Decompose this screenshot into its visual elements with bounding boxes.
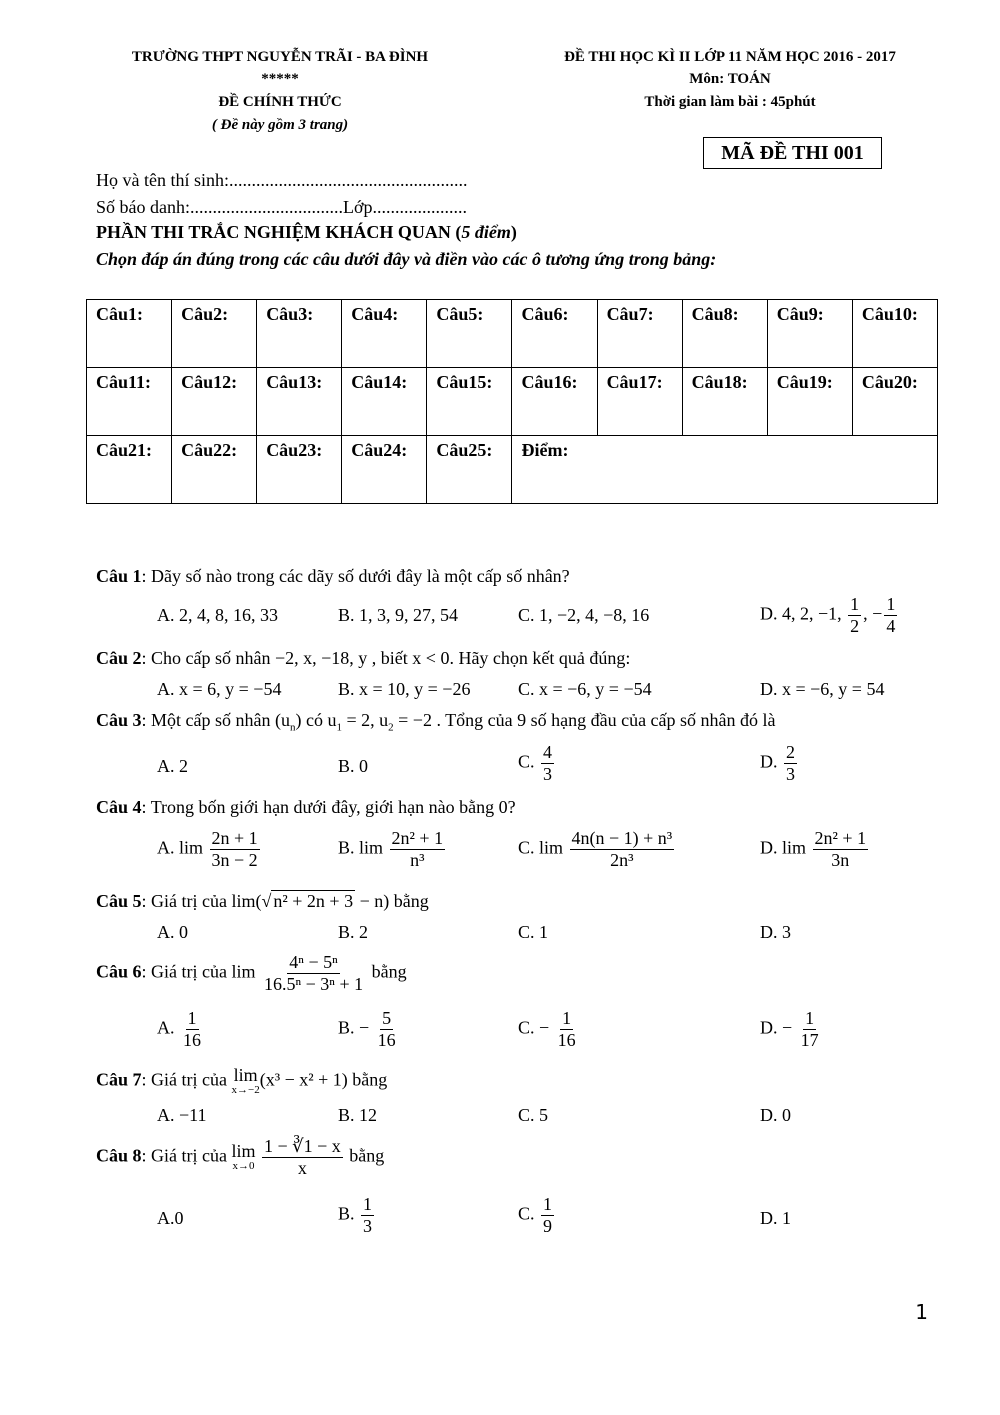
answer-cell[interactable]: Câu18:	[682, 368, 767, 436]
answer-cell[interactable]: Câu15:	[427, 368, 512, 436]
page-number: 1	[915, 1300, 928, 1324]
sqrt-icon: √	[261, 891, 272, 911]
q5-option-c: C. 1	[518, 922, 549, 942]
answer-cell[interactable]: Câu10:	[852, 300, 937, 368]
q8-option-b: B. $\frac{1}{3}$	[338, 1194, 373, 1236]
answer-cell[interactable]: Câu14:	[342, 368, 427, 436]
q3-option-c: C. $\frac{4}{3}$	[518, 742, 553, 784]
answer-row	[87, 368, 938, 436]
fraction: $\frac{2}{3}$	[786, 742, 795, 784]
answer-cell[interactable]: Câu9:	[767, 300, 852, 368]
fraction: $\frac{1}{3}$	[363, 1194, 373, 1236]
answer-cell[interactable]: Câu25:	[427, 436, 512, 504]
fraction: $\frac{2n + 1}{3n - 2}$	[211, 828, 258, 870]
answer-row	[87, 300, 938, 368]
q5-option-d: D. 3	[760, 922, 791, 942]
q6-option-d: D. − $\frac{1}{17}$	[760, 1008, 819, 1050]
q1-option-a: A. 2, 4, 8, 16, 33	[157, 605, 278, 625]
q2-option-b: B. x = 10, y = −26	[338, 679, 471, 699]
exam-code-box: MÃ ĐỀ THI 001	[703, 137, 882, 169]
question-label: Câu 5	[96, 891, 142, 911]
q4-option-b: B. lim $\frac{\text{2n² + 1}}{\text{n³}}$	[338, 828, 444, 870]
answer-cell[interactable]: Câu3:	[257, 300, 342, 368]
q7-option-a: A. −11	[157, 1105, 207, 1125]
score-cell[interactable]: Điểm:	[512, 436, 938, 504]
limit: lim x→0	[231, 1140, 256, 1172]
answer-cell[interactable]: Câu8:	[682, 300, 767, 368]
student-name-line: Họ và tên thí sinh:.....................................................	[96, 170, 468, 190]
question-4: Câu 4: Trong bốn giới hạn dưới đây, giới hạn nào bằng 0?	[96, 797, 516, 817]
q5-option-a: A. 0	[157, 922, 188, 942]
answer-cell[interactable]: Câu19:	[767, 368, 852, 436]
student-id-line: Số báo danh:..................................Lớp.....................	[96, 197, 468, 217]
question-label: Câu 8	[96, 1145, 142, 1166]
time-limit: Thời gian làm bài : 45phút	[644, 94, 816, 110]
q3-option-d: D. $\frac{2}{3}$	[760, 742, 795, 784]
q8-option-c: C. $\frac{1}{9}$	[518, 1194, 553, 1236]
fraction: $\frac{1}{9}$	[543, 1194, 553, 1236]
subject: Môn: TOÁN	[689, 71, 771, 87]
question-3: Câu 3: Một cấp số nhân $(u_n)$ có $u_1 = 2$, $u_2 = -2$ . Tổng của 9 số hạng đầu của cấp số nhân đó là	[96, 710, 776, 734]
q7-option-b: B. 12	[338, 1105, 378, 1125]
answer-table	[86, 299, 938, 504]
q3-option-b: B. 0	[338, 756, 369, 776]
q4-option-a: A. lim $\frac{2n + 1}{3n - 2}$	[157, 828, 258, 870]
question-label: Câu 4	[96, 797, 142, 817]
question-label: Câu 3	[96, 710, 142, 730]
answer-cell[interactable]: Câu1:	[87, 300, 172, 368]
question-label: Câu 6	[96, 961, 142, 982]
q7-option-c: C. 5	[518, 1105, 549, 1125]
question-1: Câu 1: Dãy số nào trong các dãy số dưới đây là một cấp số nhân?	[96, 566, 570, 586]
answer-row	[87, 436, 938, 504]
fraction: $\frac{1}{2}$	[850, 594, 860, 636]
answer-cell[interactable]: Câu4:	[342, 300, 427, 368]
q8-option-d: D. 1	[760, 1208, 791, 1228]
answer-cell[interactable]: Câu20:	[852, 368, 937, 436]
q6-option-c: C. − $\frac{1}{16}$	[518, 1008, 576, 1050]
q2-option-a: A. x = 6, y = −54	[157, 679, 282, 699]
question-label: Câu 7	[96, 1069, 142, 1090]
question-2: Câu 2: Cho cấp số nhân −2, x, −18, y , biết x < 0. Hãy chọn kết quả đúng:	[96, 648, 631, 668]
answer-cell[interactable]: Câu22:	[172, 436, 257, 504]
question-7: Câu 7: Giá trị của lim x→−2 (x³ − x² + 1) bằng	[96, 1065, 388, 1096]
q4-option-c: C. lim $\frac{\text{4n(n − 1) + n³}}{\text{2n³}}$	[518, 828, 673, 870]
section-instruction: Chọn đáp án đúng trong các câu dưới đây và điền vào các ô tương ứng trong bảng:	[96, 249, 717, 269]
q2-option-d: D. x = −6, y = 54	[760, 679, 885, 699]
q1-option-d: D. 4, 2, −1, $\frac{1}{2}$ , − $\frac{1}{4}$	[760, 594, 896, 636]
fraction: $\frac{4}{3}$	[543, 742, 553, 784]
section-title: PHẦN THI TRẮC NGHIỆM KHÁCH QUAN (5 điểm)	[96, 222, 517, 242]
answer-cell[interactable]: Câu13:	[257, 368, 342, 436]
question-label: Câu 2	[96, 648, 142, 668]
fraction: $\frac{1}{4}$	[886, 594, 896, 636]
fraction: $\frac{1}{16}$	[557, 1008, 576, 1050]
official-label: ĐỀ CHÍNH THỨC	[218, 94, 342, 110]
fraction: $\frac{1}{16}$	[183, 1008, 201, 1050]
exam-title: ĐỀ THI HỌC KÌ II LỚP 11 NĂM HỌC 2016 - 2017	[564, 49, 896, 65]
q1-option-b: B. 1, 3, 9, 27, 54	[338, 605, 459, 625]
q4-option-d: D. lim $\frac{\text{2n² + 1}}{3n}$	[760, 828, 867, 870]
answer-cell[interactable]: Câu2:	[172, 300, 257, 368]
fraction: $\frac{1 - ∛1 - x}{x}$	[264, 1136, 341, 1178]
q3-option-a: A. 2	[157, 756, 188, 776]
answer-cell[interactable]: Câu17:	[597, 368, 682, 436]
stars: *****	[261, 71, 299, 87]
fraction: $\frac{\text{2n² + 1}}{\text{n³}}$	[391, 828, 444, 870]
answer-cell[interactable]: Câu5:	[427, 300, 512, 368]
fraction: $\frac{5}{16}$	[377, 1008, 396, 1050]
fraction: $\frac{\text{2n² + 1}}{3n}$	[814, 828, 867, 870]
answer-cell[interactable]: Câu12:	[172, 368, 257, 436]
question-label: Câu 1	[96, 566, 142, 586]
q5-option-b: B. 2	[338, 922, 369, 942]
answer-cell[interactable]: Câu16:	[512, 368, 597, 436]
question-8: Câu 8: Giá trị của lim x→0 $\frac{1 - ∛1 - x}{x}$ bằng	[96, 1136, 385, 1178]
answer-cell[interactable]: Câu7:	[597, 300, 682, 368]
question-5: Câu 5: Giá trị của lim(√ n² + 2n + 3 − n) bằng	[96, 891, 429, 911]
q8-option-a: A.0	[157, 1208, 184, 1228]
q6-option-b: B. − $\frac{5}{16}$	[338, 1008, 396, 1050]
school-name: TRƯỜNG THPT NGUYỄN TRÃI - BA ĐÌNH	[131, 49, 429, 65]
limit: lim x→−2	[231, 1065, 260, 1096]
answer-cell[interactable]: Câu24:	[342, 436, 427, 504]
answer-cell[interactable]: Câu21:	[87, 436, 172, 504]
fraction: $\frac{\text{4n(n − 1) + n³}}{\text{2n³}}$	[571, 828, 673, 870]
q1-option-c: C. 1, −2, 4, −8, 16	[518, 605, 650, 625]
q7-option-d: D. 0	[760, 1105, 791, 1125]
answer-cell[interactable]: Câu6:	[512, 300, 597, 368]
fraction: $\frac{1}{17}$	[800, 1008, 819, 1050]
answer-cell[interactable]: Câu11:	[87, 368, 172, 436]
answer-cell[interactable]: Câu23:	[257, 436, 342, 504]
fraction: $\frac{\text{4ⁿ − 5ⁿ}}{\text{16.5ⁿ − 3ⁿ + 1}}$	[263, 952, 364, 994]
question-6: Câu 6: Giá trị của lim $\frac{\text{4ⁿ − 5ⁿ}}{\text{16.5ⁿ − 3ⁿ + 1}}$ bằng	[96, 952, 407, 994]
q2-option-c: C. x = −6, y = −54	[518, 679, 652, 699]
page-count: ( Đề này gồm 3 trang)	[211, 117, 349, 133]
q6-option-a: A. $\frac{1}{16}$	[157, 1008, 201, 1050]
